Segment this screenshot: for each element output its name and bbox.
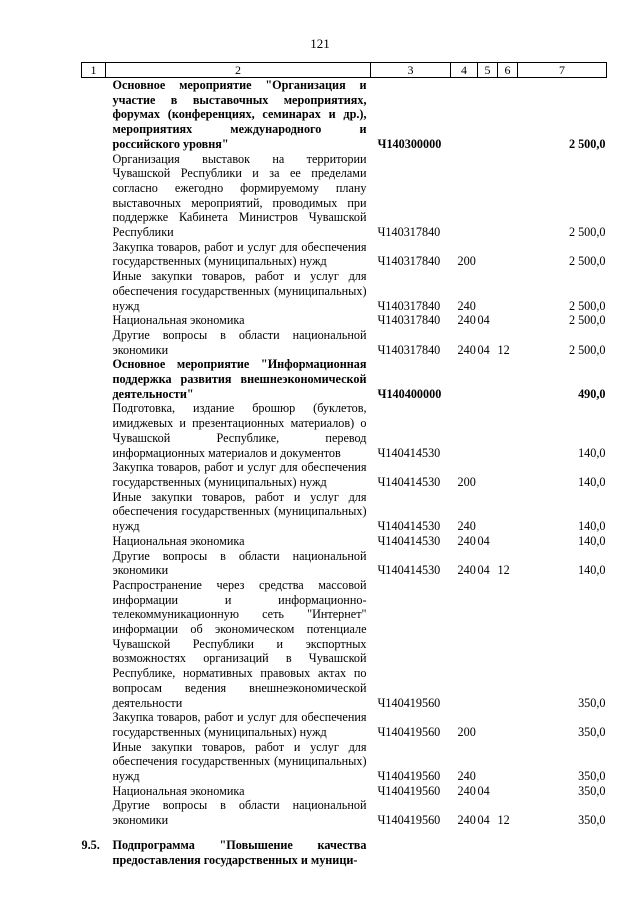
row-amount: 350,0 bbox=[578, 783, 606, 798]
row-section bbox=[478, 152, 498, 240]
row-section bbox=[478, 578, 498, 710]
row-subsection bbox=[498, 460, 518, 489]
row-number bbox=[82, 740, 106, 784]
subprogram-expense-type bbox=[451, 838, 478, 867]
row-expense-type: 240 bbox=[457, 298, 476, 313]
row-amount: 350,0 bbox=[578, 813, 606, 828]
row-section bbox=[478, 460, 498, 489]
table-row bbox=[82, 798, 607, 827]
row-subsection bbox=[498, 269, 518, 313]
row-section: 04 bbox=[477, 342, 490, 357]
spacer-cell bbox=[82, 828, 607, 838]
row-number bbox=[82, 78, 106, 152]
row-target-code: Ч140414530 bbox=[377, 519, 441, 534]
row-amount: 140,0 bbox=[578, 533, 606, 548]
row-number bbox=[82, 460, 106, 489]
row-description: Другие вопросы в области национальной экономики bbox=[112, 798, 367, 828]
subprogram-row bbox=[82, 838, 607, 867]
row-amount: 350,0 bbox=[578, 769, 606, 784]
row-expense-type: 240 bbox=[457, 313, 476, 328]
row-number bbox=[82, 784, 106, 799]
row-amount: 2 500,0 bbox=[568, 254, 606, 269]
header-col-7: 7 bbox=[518, 63, 607, 78]
row-description: Подготовка, издание брошюр (буклетов, имиджевых и презентационных материалов) о Чувашской Республике, перевод информационных материалов и документов bbox=[112, 401, 367, 460]
row-amount: 140,0 bbox=[578, 563, 606, 578]
row-expense-type: 200 bbox=[457, 474, 476, 489]
table-row bbox=[82, 549, 607, 578]
table-body bbox=[82, 78, 607, 868]
row-amount: 140,0 bbox=[578, 474, 606, 489]
budget-table bbox=[81, 62, 607, 867]
row-target-code: Ч140317840 bbox=[377, 298, 441, 313]
row-subsection bbox=[498, 152, 518, 240]
row-description: Другие вопросы в области национальной экономики bbox=[112, 327, 367, 357]
row-number bbox=[82, 401, 106, 460]
row-description: Закупка товаров, работ и услуг для обеспечения государственных (муниципальных) нужд bbox=[112, 239, 367, 269]
row-number bbox=[82, 269, 106, 313]
row-target-code: Ч140317840 bbox=[377, 342, 441, 357]
row-expense-type: 240 bbox=[457, 769, 476, 784]
row-amount: 2 500,0 bbox=[568, 225, 606, 240]
table-row bbox=[82, 357, 607, 401]
header-col-5: 5 bbox=[478, 63, 498, 78]
row-target-code: Ч140419560 bbox=[377, 783, 441, 798]
row-section bbox=[478, 740, 498, 784]
row-subsection: 12 bbox=[497, 342, 510, 357]
table-row bbox=[82, 534, 607, 549]
row-section bbox=[478, 710, 498, 739]
row-amount: 2 500,0 bbox=[568, 136, 606, 151]
table-header-row bbox=[82, 63, 607, 78]
row-subsection bbox=[498, 313, 518, 328]
row-amount: 140,0 bbox=[578, 519, 606, 534]
row-description: Иные закупки товаров, работ и услуг для обеспечения государственных (муниципальных) нужд bbox=[112, 739, 367, 784]
table-row bbox=[82, 710, 607, 739]
row-target-code: Ч140414530 bbox=[377, 445, 441, 460]
header-col-2: 2 bbox=[106, 63, 371, 78]
row-section bbox=[478, 269, 498, 313]
row-description: Основное мероприятие "Информационная поддержка развития внешнеэкономической деятельности" bbox=[112, 357, 367, 401]
header-col-3: 3 bbox=[371, 63, 451, 78]
table-row bbox=[82, 313, 607, 328]
row-expense-type: 240 bbox=[457, 563, 476, 578]
row-subsection bbox=[498, 401, 518, 460]
row-description: Основное мероприятие "Организация и участие в выставочных мероприятиях, форумах (конференциях, семинарах и др.), мероприятиях международного и российского уровня" bbox=[112, 78, 367, 151]
row-number bbox=[82, 313, 106, 328]
table-row bbox=[82, 784, 607, 799]
row-target-code: Ч140317840 bbox=[377, 225, 441, 240]
subprogram-number: 9.5. bbox=[81, 837, 100, 852]
row-target-code: Ч140300000 bbox=[377, 136, 442, 151]
row-subsection bbox=[498, 357, 518, 401]
subprogram-amount bbox=[518, 838, 607, 867]
row-amount: 490,0 bbox=[578, 386, 606, 401]
row-section bbox=[478, 490, 498, 534]
table-row bbox=[82, 460, 607, 489]
page-number: 121 bbox=[310, 36, 330, 51]
row-section: 04 bbox=[477, 563, 490, 578]
row-description: Национальная экономика bbox=[112, 783, 245, 798]
table-row bbox=[82, 240, 607, 269]
row-expense-type bbox=[451, 357, 478, 401]
row-amount: 350,0 bbox=[578, 724, 606, 739]
row-amount: 2 500,0 bbox=[568, 313, 606, 328]
row-expense-type: 240 bbox=[457, 533, 476, 548]
subprogram-code bbox=[371, 838, 451, 867]
row-number bbox=[82, 798, 106, 827]
row-target-code: Ч140419560 bbox=[377, 769, 441, 784]
table-row bbox=[82, 269, 607, 313]
row-description: Другие вопросы в области национальной экономики bbox=[112, 548, 367, 578]
row-amount: 2 500,0 bbox=[568, 298, 606, 313]
row-target-code: Ч140414530 bbox=[377, 533, 441, 548]
table-row bbox=[82, 490, 607, 534]
row-number bbox=[82, 549, 106, 578]
row-subsection bbox=[498, 534, 518, 549]
row-expense-type: 240 bbox=[457, 342, 476, 357]
row-subsection bbox=[498, 240, 518, 269]
row-section bbox=[478, 357, 498, 401]
row-description: Иные закупки товаров, работ и услуг для обеспечения государственных (муниципальных) нужд bbox=[112, 269, 367, 313]
subprogram-subsection bbox=[498, 838, 518, 867]
row-section: 04 bbox=[477, 783, 490, 798]
row-target-code: Ч140419560 bbox=[377, 695, 441, 710]
row-description: Закупка товаров, работ и услуг для обеспечения государственных (муниципальных) нужд bbox=[112, 710, 367, 739]
row-section bbox=[478, 401, 498, 460]
table-row bbox=[82, 578, 607, 710]
row-expense-type bbox=[451, 401, 478, 460]
row-subsection bbox=[498, 578, 518, 710]
row-description: Национальная экономика bbox=[112, 313, 245, 328]
row-expense-type bbox=[451, 578, 478, 710]
row-target-code: Ч140317840 bbox=[377, 313, 441, 328]
row-number bbox=[82, 152, 106, 240]
row-number bbox=[82, 240, 106, 269]
row-section bbox=[478, 78, 498, 152]
row-description: Организация выставок на территории Чувашской Республики и за ее пределами согласно ежегодно формируемому плану выставочных мероприятий, проводимых при поддержке Кабинета Министров Чувашской Республики bbox=[112, 151, 367, 240]
subprogram-section bbox=[478, 838, 498, 867]
row-number bbox=[82, 328, 106, 357]
row-number bbox=[82, 490, 106, 534]
table-row bbox=[82, 328, 607, 357]
row-subsection: 12 bbox=[497, 563, 510, 578]
row-number bbox=[82, 357, 106, 401]
row-description: Закупка товаров, работ и услуг для обеспечения государственных (муниципальных) нужд bbox=[112, 460, 367, 489]
row-section: 04 bbox=[477, 313, 490, 328]
row-target-code: Ч140400000 bbox=[377, 386, 442, 401]
row-target-code: Ч140419560 bbox=[377, 813, 441, 828]
row-subsection bbox=[498, 740, 518, 784]
row-subsection: 12 bbox=[497, 813, 510, 828]
row-expense-type: 240 bbox=[457, 783, 476, 798]
row-description: Иные закупки товаров, работ и услуг для обеспечения государственных (муниципальных) нужд bbox=[112, 489, 367, 534]
header-col-4: 4 bbox=[451, 63, 478, 78]
table-row bbox=[82, 152, 607, 240]
row-expense-type: 240 bbox=[457, 813, 476, 828]
subprogram-title: Подпрограмма "Повышение качества предоставления государственных и муници- bbox=[112, 837, 367, 867]
header-col-1: 1 bbox=[82, 63, 106, 78]
row-section bbox=[478, 240, 498, 269]
spacer-row bbox=[82, 828, 607, 838]
row-amount: 2 500,0 bbox=[568, 342, 606, 357]
row-section: 04 bbox=[477, 533, 490, 548]
row-subsection bbox=[498, 78, 518, 152]
table-row bbox=[82, 78, 607, 152]
row-expense-type: 200 bbox=[457, 254, 476, 269]
row-expense-type: 200 bbox=[457, 724, 476, 739]
row-expense-type bbox=[451, 78, 478, 152]
header-col-6: 6 bbox=[498, 63, 518, 78]
row-number bbox=[82, 534, 106, 549]
row-description: Национальная экономика bbox=[112, 533, 245, 548]
row-target-code: Ч140414530 bbox=[377, 563, 441, 578]
row-target-code: Ч140414530 bbox=[377, 474, 441, 489]
row-subsection bbox=[498, 490, 518, 534]
row-number bbox=[82, 710, 106, 739]
row-section: 04 bbox=[477, 813, 490, 828]
row-target-code: Ч140419560 bbox=[377, 724, 441, 739]
row-amount: 140,0 bbox=[578, 445, 606, 460]
row-expense-type: 240 bbox=[457, 519, 476, 534]
row-number bbox=[82, 578, 106, 710]
table-row bbox=[82, 401, 607, 460]
row-subsection bbox=[498, 784, 518, 799]
row-amount: 350,0 bbox=[578, 695, 606, 710]
table-row bbox=[82, 740, 607, 784]
row-expense-type bbox=[451, 152, 478, 240]
row-description: Распространение через средства массовой информации и информационно-телекоммуникационную сеть "Интернет" информации об экономическом потенциале Чувашской Республики и экспортных возможностях организаций в Чувашской Республике, нормативных правовых актах по вопросам ведения внешнеэкономической деятельности bbox=[112, 577, 367, 710]
row-subsection bbox=[498, 710, 518, 739]
row-target-code: Ч140317840 bbox=[377, 254, 441, 269]
